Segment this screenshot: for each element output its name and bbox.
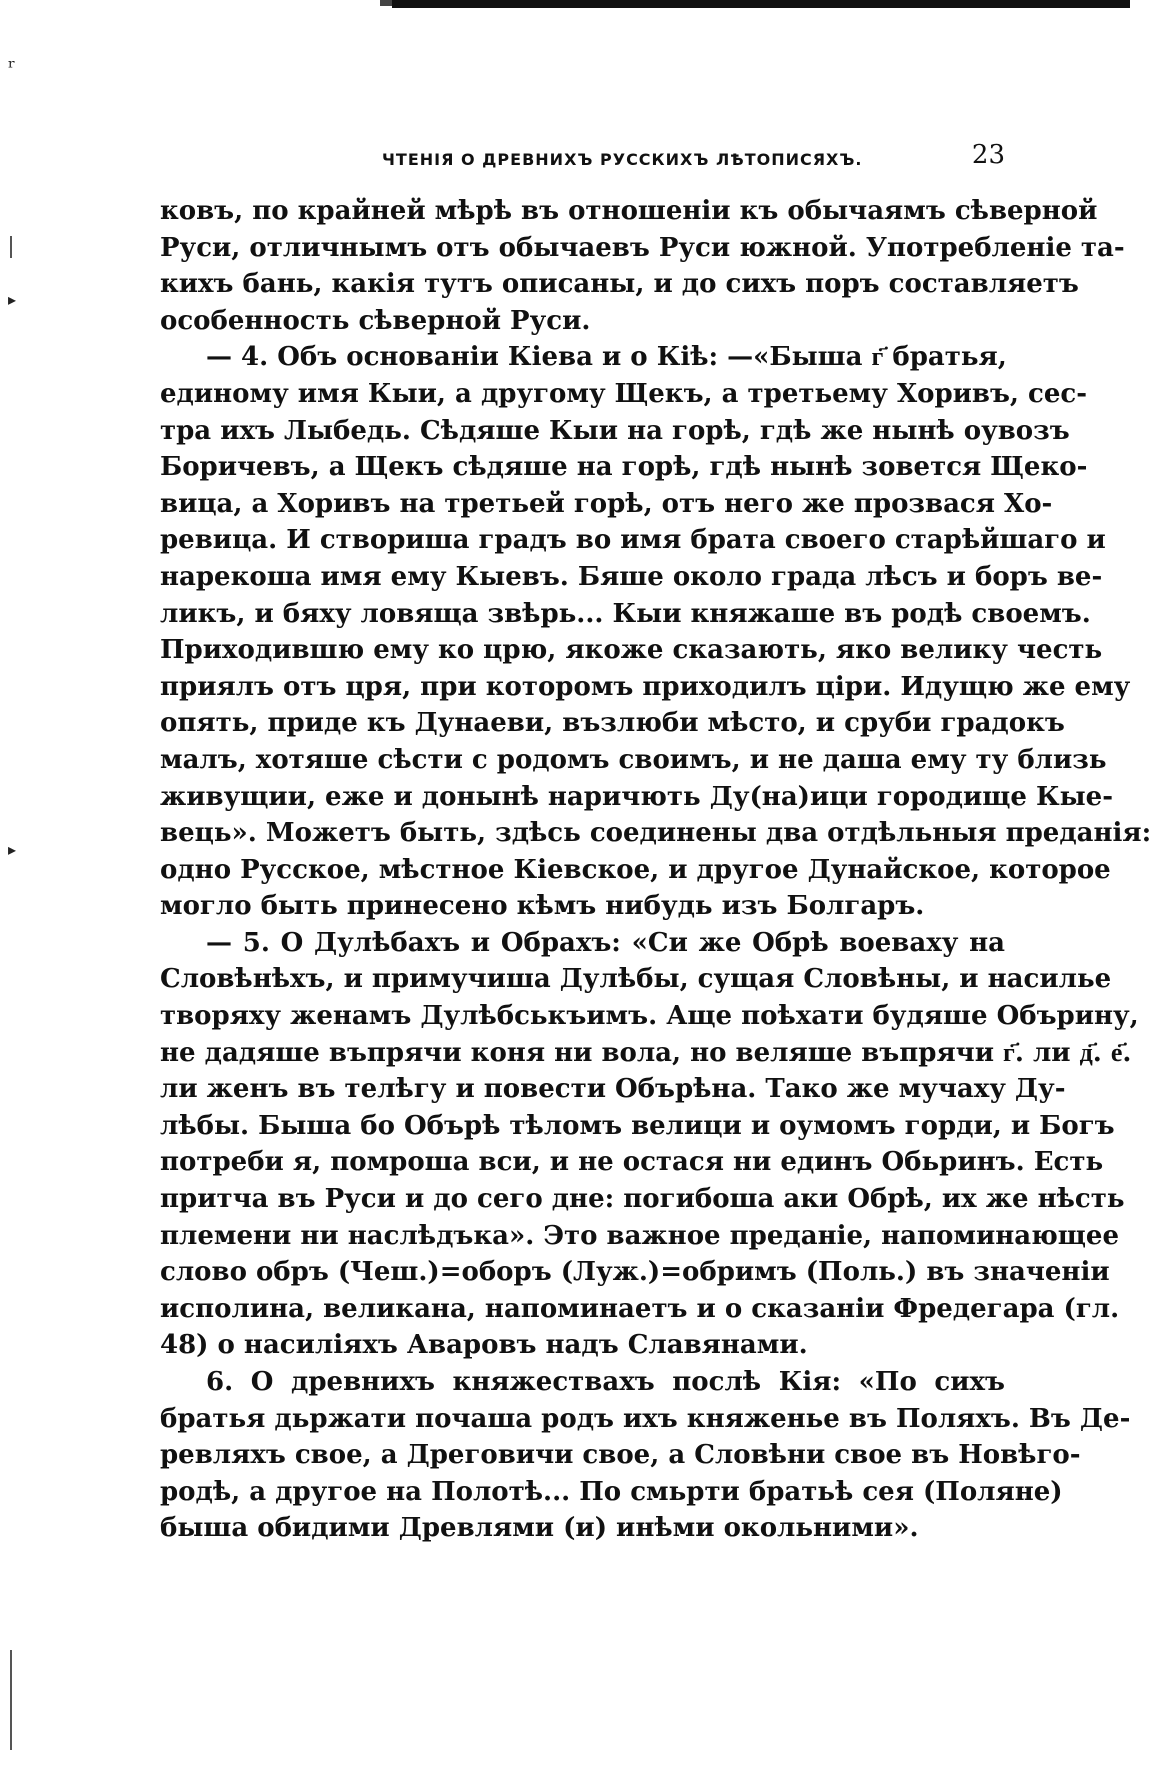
- text-line: слово обръ (Чеш.)=оборъ (Луж.)=обримъ (Поль.) въ значеніи: [160, 1257, 1110, 1288]
- text-line: вець». Можетъ быть, здѣсь соединены два отдѣльныя преданія:: [160, 818, 1151, 849]
- text-line: кихъ бань, какія тутъ описаны, и до сихъ поръ составляетъ: [160, 269, 1079, 300]
- text-line: лѣбы. Быша бо Обърѣ тѣломъ велици и оумомъ горди, и Богъ: [160, 1110, 1115, 1141]
- page-number: 23: [971, 140, 1005, 170]
- top-edge-rule: [392, 0, 1130, 8]
- text-line: опять, приде къ Дунаеви, възлюби мѣсто, и сруби градокъ: [160, 708, 1065, 739]
- text-line: 6. О древнихъ княжествахъ послѣ Кія: «По сихъ: [206, 1367, 1005, 1397]
- text-line: племени ни наслѣдъка». Это важное преданіе, напоминающее: [160, 1220, 1120, 1251]
- page-header: [160, 140, 1005, 180]
- text-line: ревляхъ свое, а Дреговичи свое, а Словѣни свое въ Новѣго-: [160, 1440, 1081, 1471]
- text-line: потреби я, помроша вси, и не остася ни единъ Обьринъ. Есть: [160, 1147, 1104, 1178]
- text-line: притча въ Руси и до сего дне: погибоша аки Обрѣ, их же нѣсть: [160, 1184, 1125, 1215]
- margin-mark: ▸: [8, 840, 17, 859]
- text-line: 48) о насиліяхъ Аваровъ надъ Славянами.: [160, 1330, 808, 1361]
- text-line: вица, а Хоривъ на третьей горѣ, отъ него же прозвася Хо-: [160, 488, 1053, 519]
- text-line: быша обидими Древлями (и) инѣми окольними».: [160, 1513, 919, 1544]
- text-line: исполина, великана, напоминаетъ и о сказаніи Фредегара (гл.: [160, 1293, 1120, 1324]
- text-line: ликъ, и бяху ловяща звѣрь... Кыи княжаше въ родѣ своемъ.: [160, 598, 1091, 629]
- text-line: ли женъ въ телѣгу и повести Обърѣна. Тако же мучаху Ду-: [160, 1074, 1066, 1105]
- text-line: ревица. И створиша градъ во имя брата своего старѣйшаго и: [160, 525, 1106, 556]
- text-line: Боричевъ, а Щекъ сѣдяше на горѣ, гдѣ нынѣ зовется Щеко-: [160, 452, 1088, 483]
- text-line: нарекоша имя ему Кыевъ. Бяше около града лѣсъ и боръ ве-: [160, 561, 1103, 592]
- text-line: тра ихъ Лыбедь. Сѣдяше Кыи на горѣ, гдѣ же нынѣ оувозъ: [160, 415, 1070, 446]
- margin-mark: [10, 1650, 12, 1750]
- running-title: ЧТЕНІЯ О ДРЕВНИХЪ РУССКИХЪ ЛѢТОПИСЯХЪ.: [382, 150, 863, 169]
- text-line: малъ, хотяше сѣсти с родомъ своимъ, и не даша ему ту близь: [160, 744, 1107, 775]
- text-line: Приходившю ему ко црю, якоже сказають, яко велику честь: [160, 635, 1103, 666]
- text-line: Руси, отличнымъ отъ обычаевъ Руси южной. Употребленіе та-: [160, 232, 1125, 263]
- text-line: родѣ, а другое на Полотѣ... По смьрти братьѣ сея (Поляне): [160, 1476, 1063, 1507]
- margin-mark: ʳ: [8, 56, 16, 81]
- text-line: — 4. Объ основаніи Кіева и о Кіѣ: —«Быша г҃ братья,: [206, 342, 1007, 373]
- text-line: Словѣнѣхъ, и примучиша Дулѣбы, сущая Словѣны, и насилье: [160, 964, 1112, 995]
- text-line: — 5. О Дулѣбахъ и Обрахъ: «Си же Обрѣ воеваху на: [206, 927, 1005, 958]
- text-line: не дадяше въпрячи коня ни вола, но веляше въпрячи г҃. ли д҃. е҃.: [160, 1037, 1132, 1068]
- margin-mark: ▸: [8, 290, 17, 309]
- text-line: приялъ отъ цря, при которомъ приходилъ ціри. Идущю же ему: [160, 671, 1131, 702]
- text-line: единому имя Кыи, а другому Щекъ, а третьему Хоривъ, сес-: [160, 378, 1088, 409]
- text-line: живущии, еже и донынѣ наричють Ду(на)ици городище Кые-: [160, 781, 1113, 812]
- margin-mark: [10, 236, 12, 258]
- text-line: братья дьржати почаша родъ ихъ княженье въ Поляхъ. Въ Де-: [160, 1403, 1131, 1434]
- text-line: особенность сѣверной Руси.: [160, 305, 591, 336]
- text-line: одно Русское, мѣстное Кіевское, и другое Дунайское, которое: [160, 854, 1111, 885]
- text-line: творяху женамъ Дулѣбськъимъ. Аще поѣхати будяше Обърину,: [160, 1001, 1139, 1032]
- body-text: [160, 193, 1151, 1547]
- text-line: могло быть принесено кѣмъ нибудь изъ Болгаръ.: [160, 891, 925, 922]
- text-line: ковъ, по крайней мѣрѣ въ отношеніи къ обычаямъ сѣверной: [160, 196, 1098, 226]
